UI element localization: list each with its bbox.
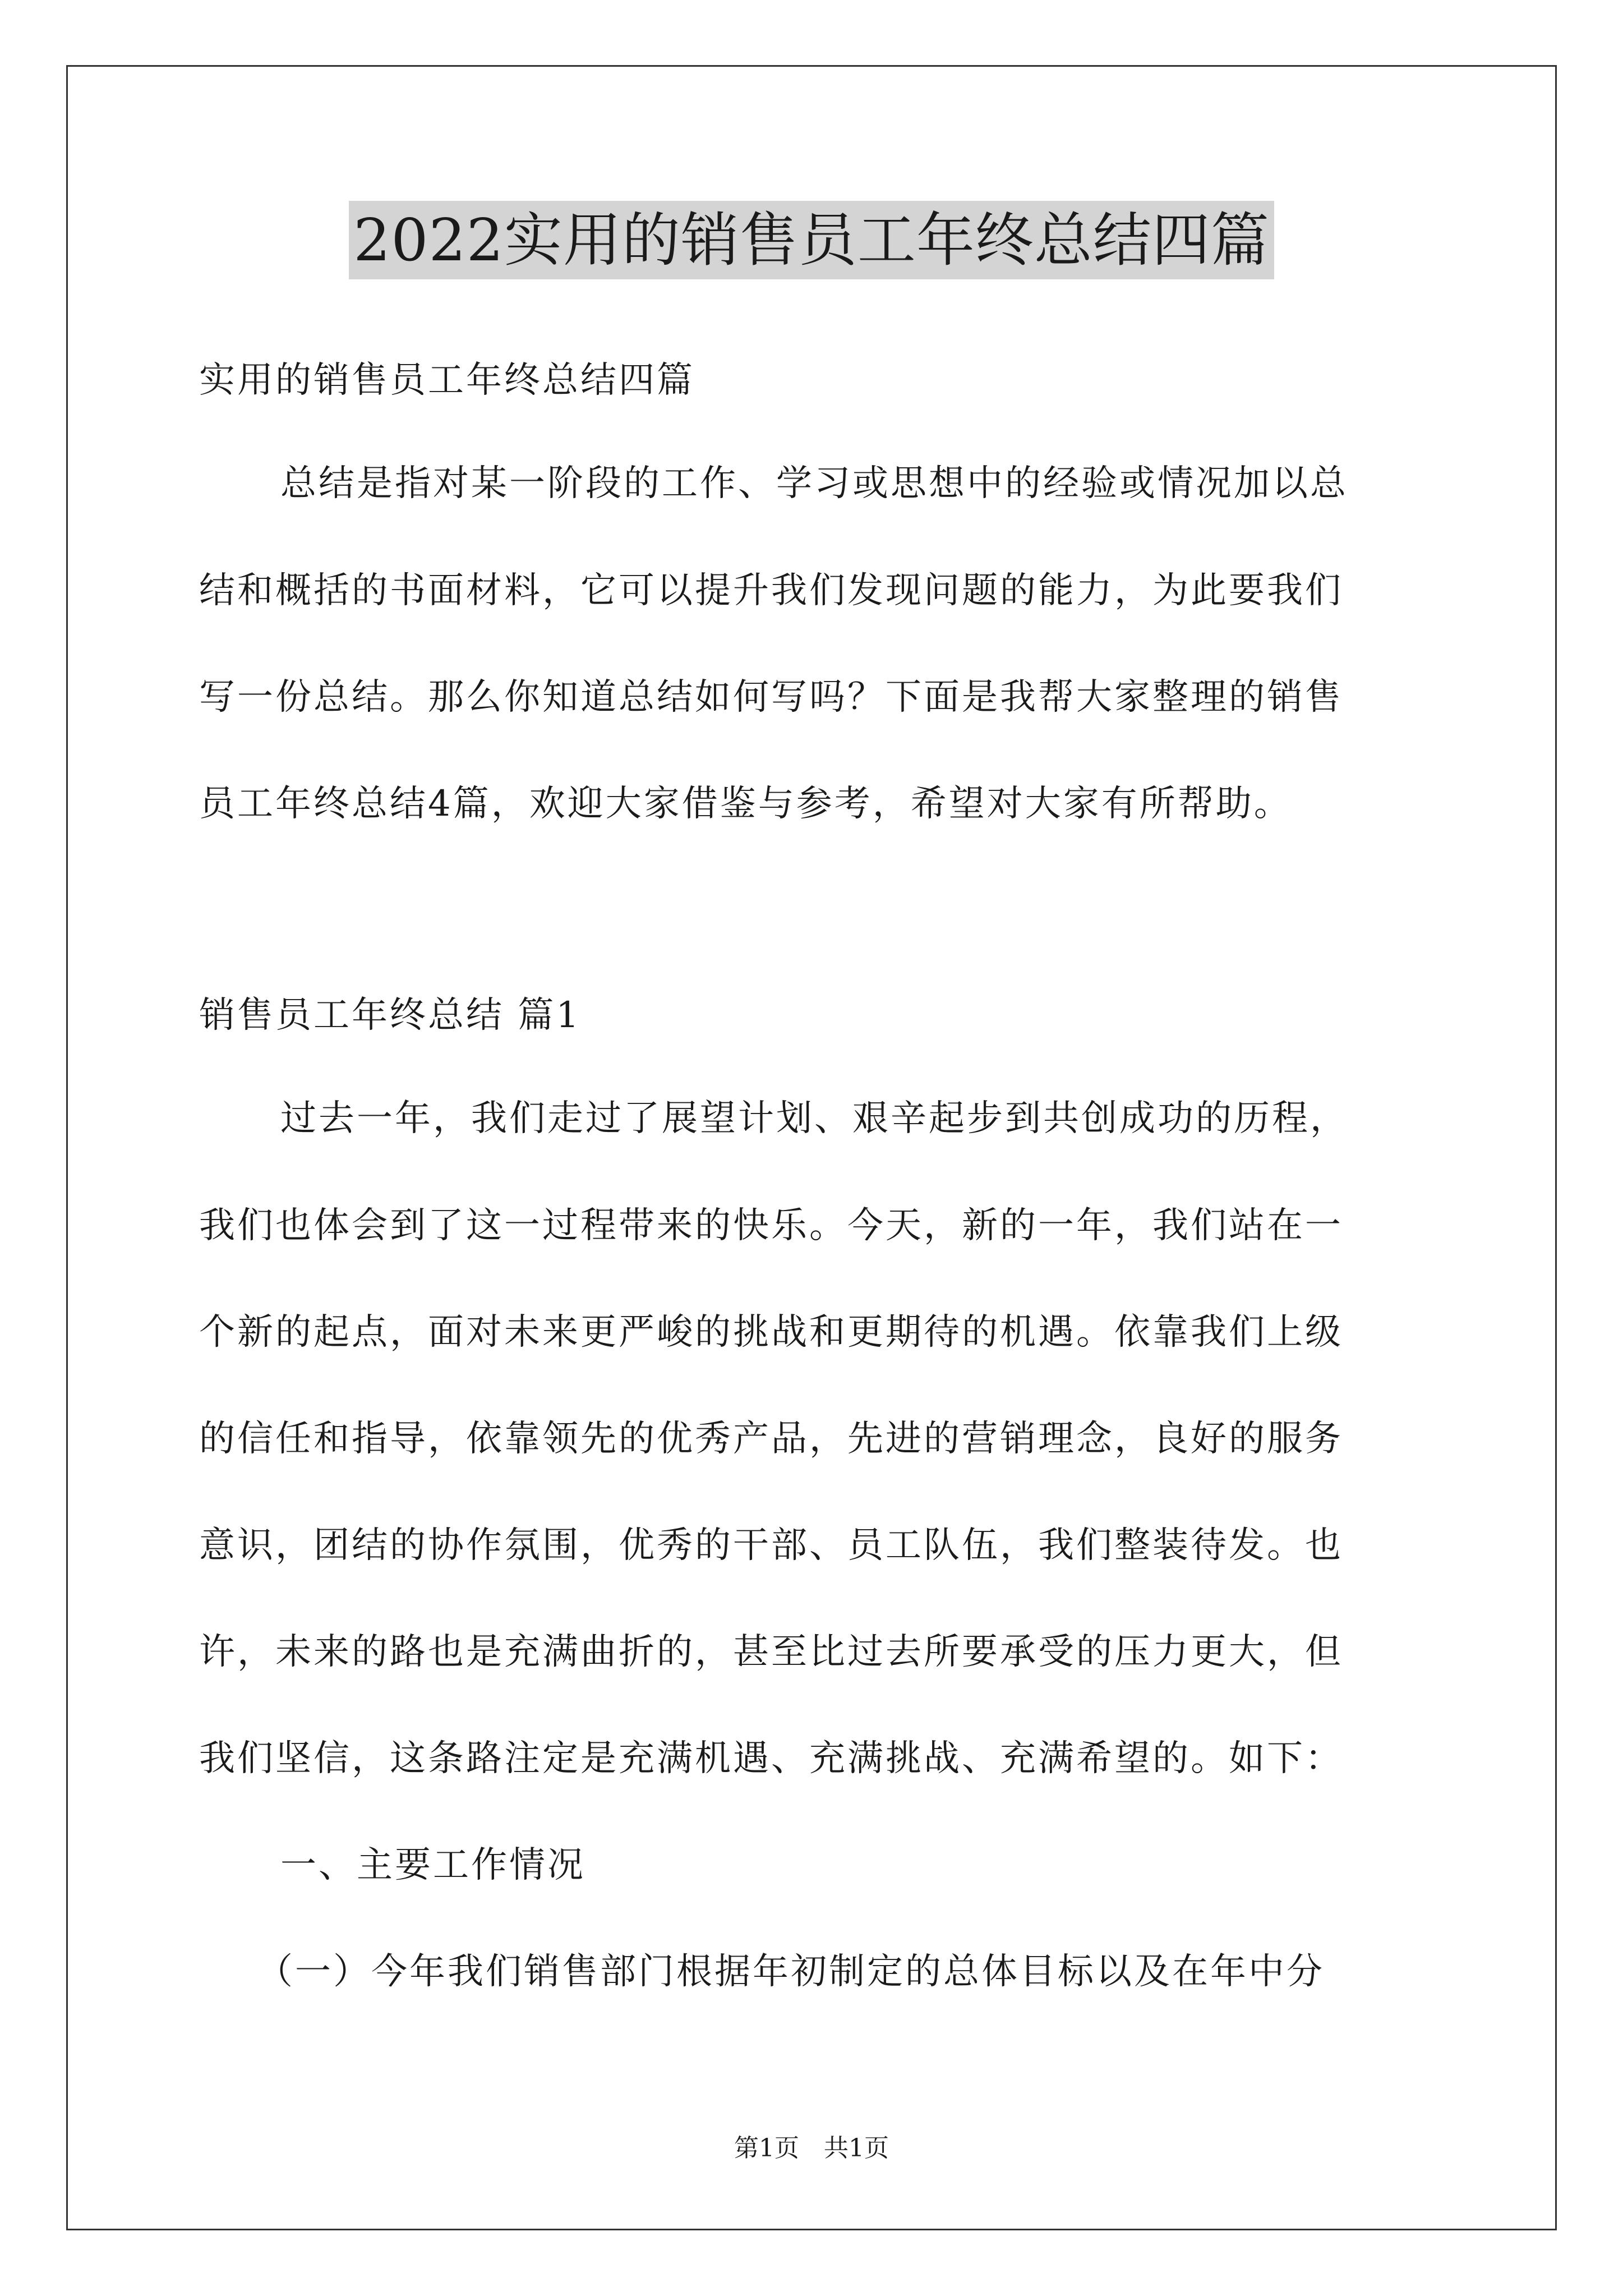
paragraph-line: 我们坚信，这条路注定是充满机遇、充满挑战、充满希望的。如下：: [199, 1738, 1343, 1779]
paragraph-line: 过去一年，我们走过了展望计划、艰辛起步到共创成功的历程，: [280, 1098, 1348, 1139]
paragraph-line: 个新的起点，面对未来更严峻的挑战和更期待的机遇。依靠我们上级: [199, 1312, 1343, 1353]
paragraph-line: 结和概括的书面材料，它可以提升我们发现问题的能力，为此要我们: [199, 570, 1343, 611]
section-heading: 销售员工年终总结 篇1: [199, 995, 582, 1036]
page-footer: 第1页 共1页: [734, 2134, 889, 2162]
paragraph-line: 意识，团结的协作氛围，优秀的干部、员工队伍，我们整装待发。也: [199, 1525, 1343, 1566]
paragraph-line: 许，未来的路也是充满曲折的，甚至比过去所要承受的压力更大，但: [199, 1631, 1343, 1673]
paragraph-line: 写一份总结。那么你知道总结如何写吗？下面是我帮大家整理的销售: [199, 677, 1343, 718]
paragraph-line: 的信任和指导，依靠领先的优秀产品，先进的营销理念，良好的服务: [199, 1418, 1343, 1460]
paragraph-line: （一）今年我们销售部门根据年初制定的总体目标以及在年中分: [257, 1951, 1325, 1993]
subtitle-line: 实用的销售员工年终总结四篇: [199, 360, 695, 401]
title-container: [0, 201, 1623, 279]
subsection-heading: 一、主要工作情况: [280, 1844, 585, 1886]
paragraph-line: 总结是指对某一阶段的工作、学习或思想中的经验或情况加以总: [280, 463, 1348, 504]
paragraph-line: 员工年终总结4篇，欢迎大家借鉴与参考，希望对大家有所帮助。: [199, 783, 1292, 825]
document-title: 2022实用的销售员工年终总结四篇: [349, 201, 1274, 279]
paragraph-line: 我们也体会到了这一过程带来的快乐。今天，新的一年，我们站在一: [199, 1205, 1343, 1246]
